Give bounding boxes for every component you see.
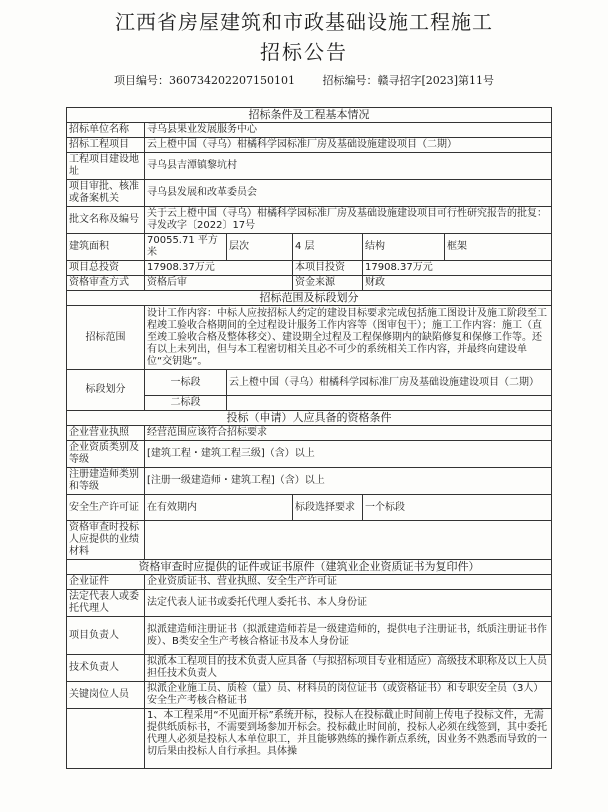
project-label: 招标工程项目 — [67, 138, 145, 153]
project-investment-label: 本项目投资 — [293, 261, 363, 276]
section-basic-heading: 招标条件及工程基本情况 — [67, 108, 552, 123]
approval-authority-value: 寻乌县发展和改革委员会 — [145, 180, 552, 207]
tenderer-label: 招标单位名称 — [67, 123, 145, 138]
section-qualification-heading: 投标（申请）人应具备的资格条件 — [67, 411, 552, 426]
title-line-1: 江西省房屋建筑和市政基础设施工程施工 — [115, 10, 493, 34]
legal-rep-label: 法定代表人或委托代理人 — [67, 590, 145, 617]
project-investment-value: 17908.37万元 — [363, 261, 552, 276]
engineer-label: 注册建造师类别和等级 — [67, 468, 145, 495]
section-documents-heading: 资格审查时应提供的证件或证书原件（建筑业企业资质证书为复印件） — [67, 560, 552, 575]
project-manager-value: 拟派建造师注册证书（拟派建造师若是一级建造师的，提供电子注册证书，纸质注册证书作废）、B类安全生产考核合格证书及本人身份证 — [145, 617, 552, 655]
structure-value: 框架 — [445, 234, 552, 261]
review-method-value: 资格后审 — [145, 276, 293, 291]
area-label: 建筑面积 — [67, 234, 145, 261]
review-method-label: 资格审查方式 — [67, 276, 145, 291]
lot-choice-value: 一个标段 — [363, 495, 552, 521]
grade-label: 企业资质类别及等级 — [67, 441, 145, 468]
key-staff-label: 关键岗位人员 — [67, 682, 145, 709]
total-investment-label: 项目总投资 — [67, 261, 145, 276]
safety-permit-label: 安全生产许可证 — [67, 495, 145, 521]
tender-table — [66, 107, 552, 769]
lot-2-label: 二标段 — [145, 396, 227, 411]
site-value: 寻乌县吉潭镇黎坑村 — [145, 153, 552, 180]
note-label-cell — [67, 709, 145, 769]
license-label: 企业营业执照 — [67, 426, 145, 441]
project-number: 项目编号：360734202207150101 — [113, 74, 295, 87]
tenderer-value: 寻乌县果业发展服务中心 — [145, 123, 552, 138]
floors-label: 层次 — [227, 234, 293, 261]
approval-doc-value: 关于云上橙中国（寻乌）柑橘科学园标准厂房及基础设施建设项目可行性研究报告的批复：寻发改字〔2022〕17号 — [145, 207, 552, 234]
area-value: 70055.71 平方米 — [145, 234, 227, 261]
corp-docs-value: 企业资质证书、营业执照、安全生产许可证 — [145, 575, 552, 590]
lot-division-label: 标段划分 — [67, 370, 145, 411]
materials-value — [145, 521, 552, 560]
safety-permit-value: 在有效期内 — [145, 495, 293, 521]
grade-value: [建筑工程・建筑工程三级]（含）以上 — [145, 441, 552, 468]
scope-label: 招标范围 — [67, 306, 145, 370]
lot-1-label: 一标段 — [145, 370, 227, 396]
bid-note-value: 1、本工程采用“不见面开标”系统开标，投标人在投标截止时间前上传电子投标文件，无需提供纸质标书，不需要到场参加开标会。投标截止时间前，投标人必须在线签到，其中委托代理人必须是投标人本单位职工，并且能够熟练的操作新点系统，因业务不熟悉而导致的一切后果由投标人自行承担。具体操 — [145, 709, 552, 769]
funding-label: 资金来源 — [293, 276, 363, 291]
lot-2-value — [227, 396, 552, 411]
section-scope-heading: 招标范围及标段划分 — [67, 291, 552, 306]
project-value: 云上橙中国（寻乌）柑橘科学园标准厂房及基础设施建设项目（二期） — [145, 138, 552, 153]
tech-lead-label: 技术负责人 — [67, 655, 145, 682]
total-investment-value: 17908.37万元 — [145, 261, 293, 276]
notice-meta — [0, 72, 608, 88]
corp-docs-label: 企业证件 — [67, 575, 145, 590]
lot-1-value: 云上橙中国（寻乌）柑橘科学园标准厂房及基础设施建设项目（二期） — [227, 370, 552, 396]
tender-number: 招标编号：赣寻招字[2023]第11号 — [322, 74, 495, 87]
tech-lead-value: 拟派本工程项目的技术负责人应具备（与拟招标项目专业相适应）高级技术职称及以上人员担任技术负责人 — [145, 655, 552, 682]
structure-label: 结构 — [363, 234, 445, 261]
funding-value: 财政 — [363, 276, 552, 291]
approval-authority-label: 项目审批、核准或备案机关 — [67, 180, 145, 207]
legal-rep-value: 法定代表人证书或委托代理人委托书、本人身份证 — [145, 590, 552, 617]
license-value: 经营范围应该符合招标要求 — [145, 426, 552, 441]
floors-value: 4 层 — [293, 234, 363, 261]
materials-label: 资格审查时投标人应提供的业绩材料 — [67, 521, 145, 560]
approval-doc-label: 批文名称及编号 — [67, 207, 145, 234]
lot-choice-label: 标段选择要求 — [293, 495, 363, 521]
title-line-2: 招标公告 — [260, 40, 348, 64]
key-staff-value: 拟派企业施工员、质检（量）员、材料员的岗位证书（或资格证书）和专职安全员（3人）安全生产考核合格证书 — [145, 682, 552, 709]
scope-value: 设计工作内容：中标人应按招标人约定的建设目标要求完成包括施工图设计及施工阶段至工程竣工验收合格期间的全过程设计服务工作内容等（图审包干）；施工工作内容：施工（直至竣工验收合格及整体移交）、建设期全过程及工程保修期内的缺陷修复和保修工作等。还有以上未列出，但与本工程密切相关且必不可少的系统相关工作内容，并最终向建设单位“交钥匙”。 — [145, 306, 552, 370]
project-manager-label: 项目负责人 — [67, 617, 145, 655]
site-label: 工程项目建设地址 — [67, 153, 145, 180]
engineer-value: [注册一级建造师・建筑工程]（含）以上 — [145, 468, 552, 495]
